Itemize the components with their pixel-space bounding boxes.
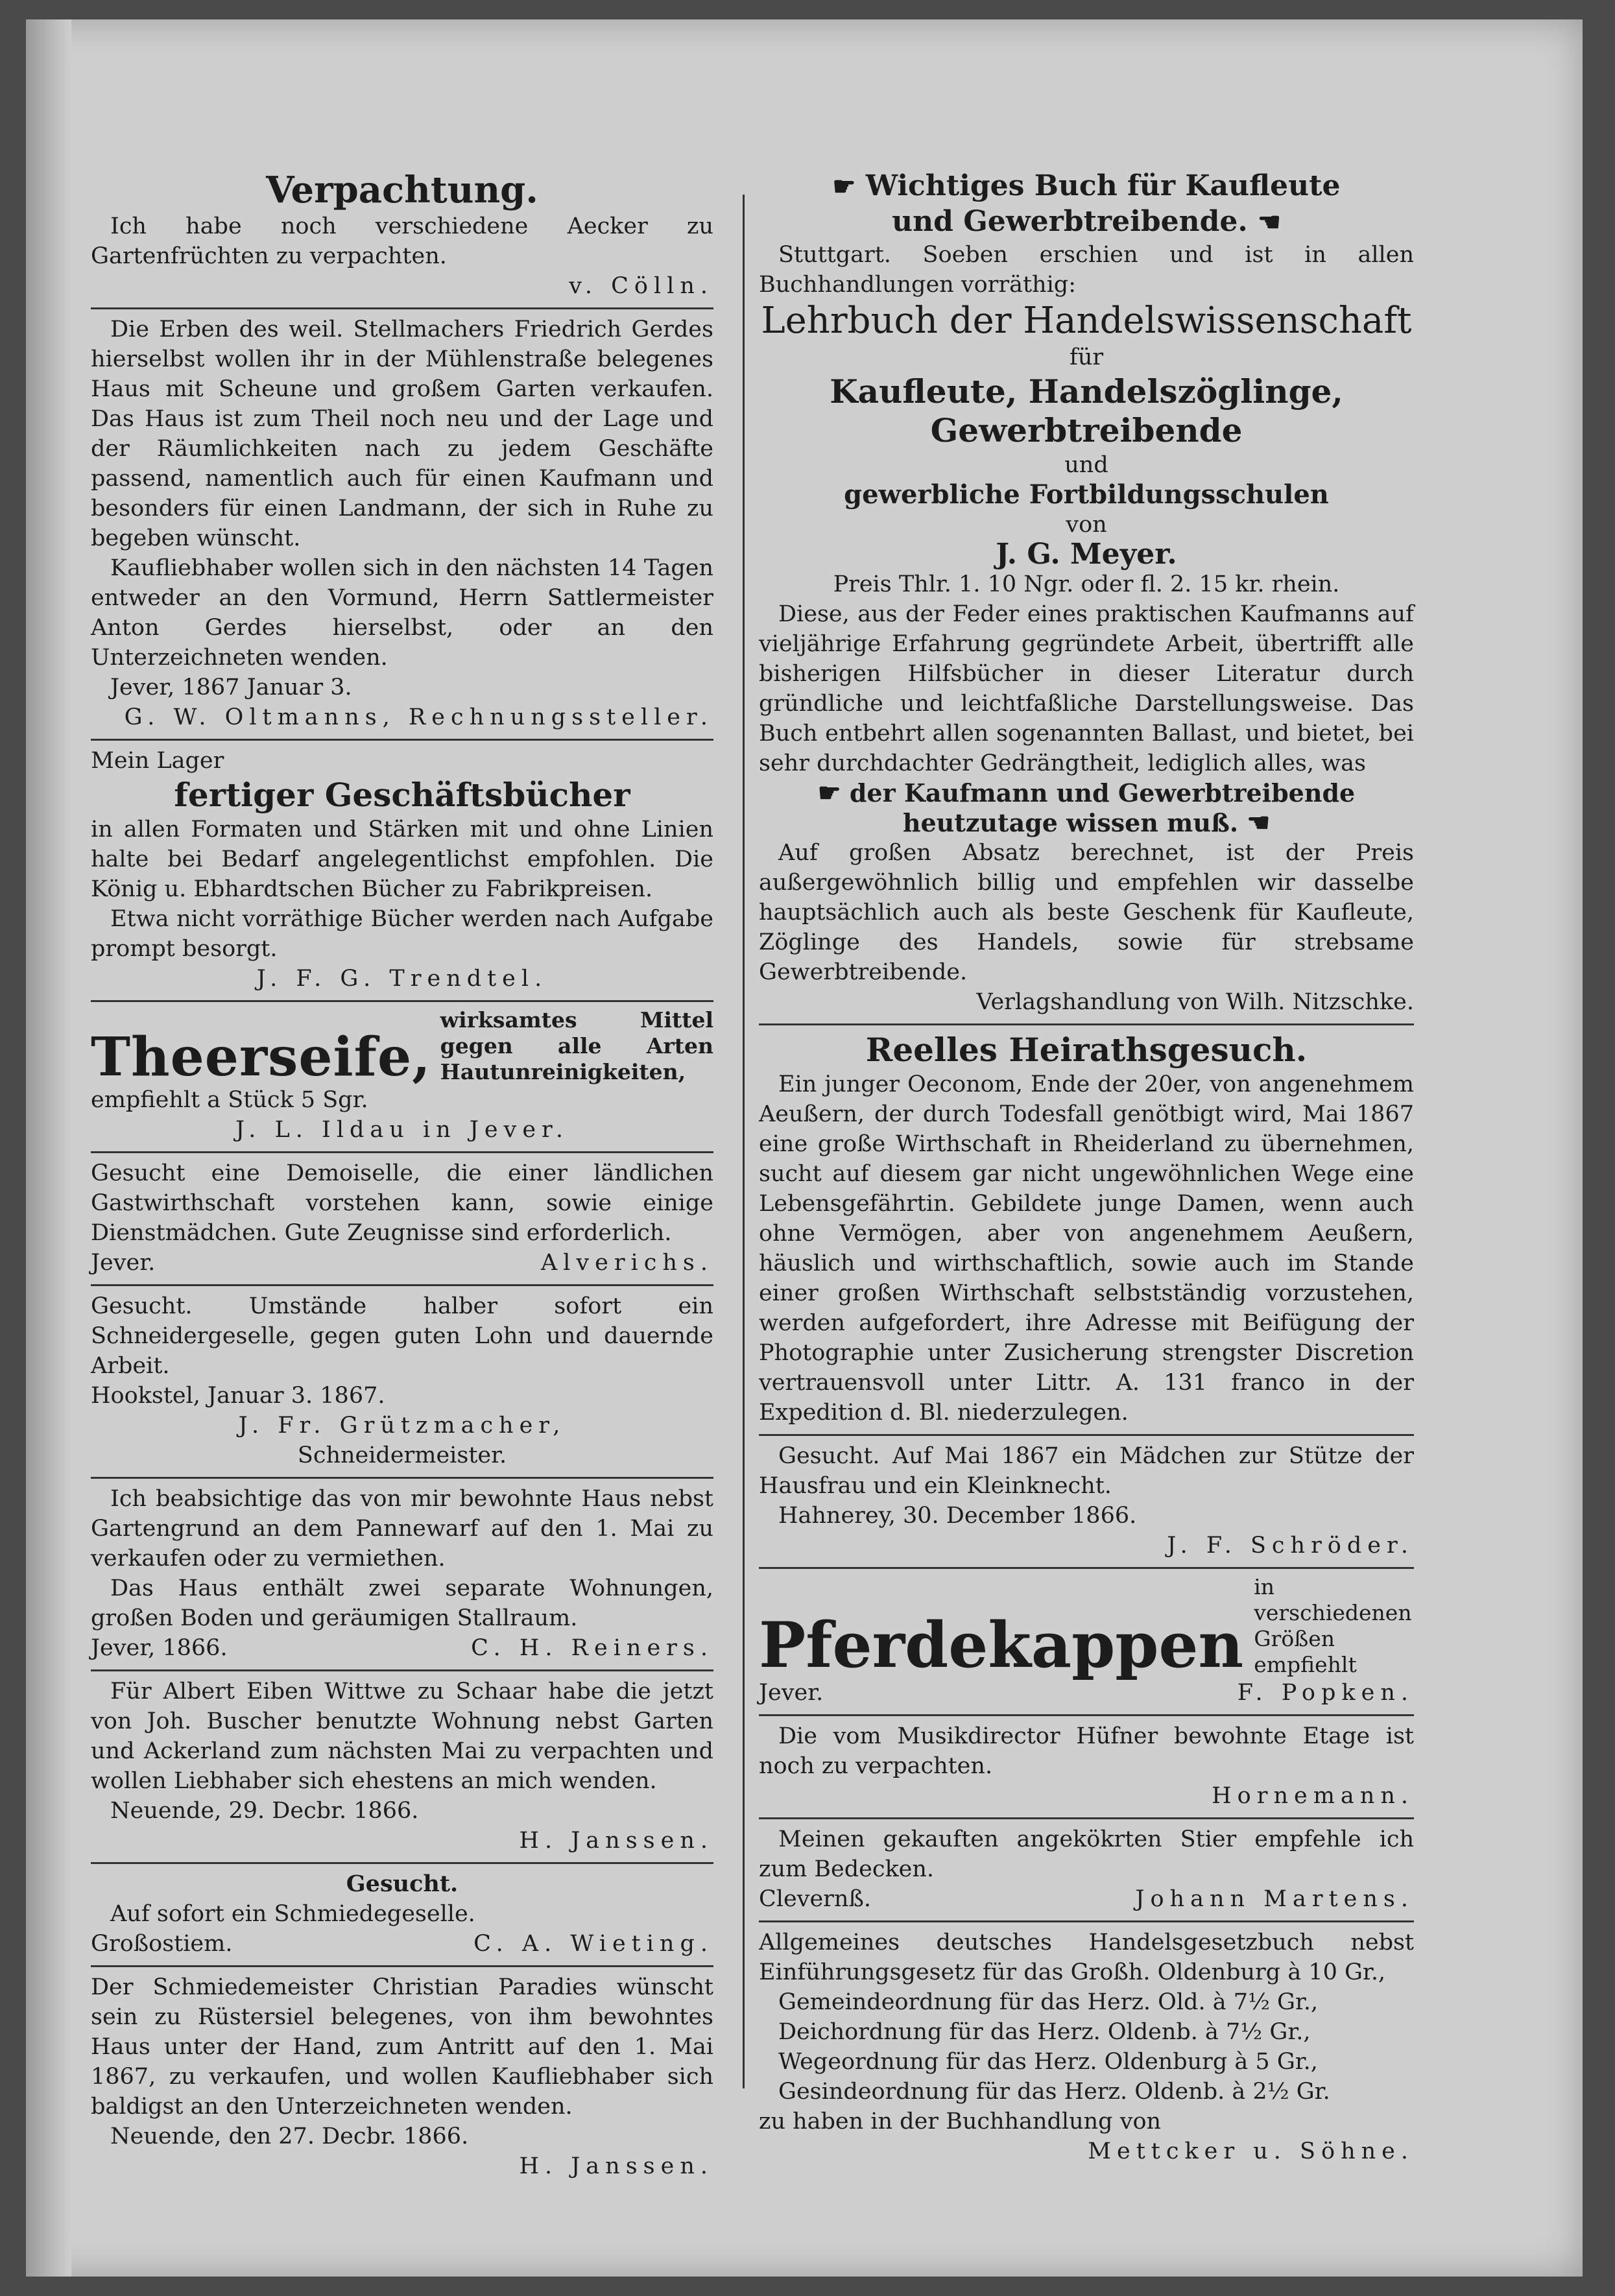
ad-signature: J. F. Schröder.: [1167, 1533, 1414, 1559]
ad-signature: J. F. G. Trendtel.: [256, 966, 548, 992]
ad-etage: [759, 1721, 1414, 1811]
book-title: Lehrbuch der Handelswissenschaft: [761, 300, 1412, 342]
pointing-hand-icon: ☚: [1257, 207, 1281, 237]
ad-signature: Alverichs.: [540, 1250, 713, 1276]
ad-text: Die vom Musikdirector Hüfner bewohnte Etage ist noch zu verpachten.: [759, 1723, 1414, 1779]
left-column: [91, 169, 713, 2181]
book-schools: gewerbliche Fortbildungsschulen: [844, 479, 1329, 510]
rule: [91, 1965, 713, 1967]
ad-signature: Mettcker u. Söhne.: [1088, 2138, 1414, 2164]
ad-text: Gesucht. Umstände halber sofort ein Schneidergeselle, gegen guten Lohn und dauernde Arbeit.: [91, 1293, 713, 1379]
ad-place: Großostiem.: [91, 1931, 233, 1957]
book-author: J. G. Meyer.: [996, 538, 1177, 571]
rule: [759, 1817, 1414, 1819]
column-divider: [743, 195, 745, 2088]
ad-intro: Mein Lager: [91, 748, 224, 774]
book-audience: Kaufleute, Handelszöglinge, Gewerbtreibende: [830, 372, 1343, 449]
book-fuer: für: [1069, 344, 1104, 370]
ad-text: Ein junger Oeconom, Ende der 20er, von angenehmem Aeußern, der durch Todesfall genötbigt wird, Mai 1867 eine große Wirthschaft in Rheiderland zu übernehmen, sucht auf diesem gar nicht ungewöhnlichen Wege eine Lebensgefährtin. Gebildete junge Damen, wenn auch ohne Vermögen, aber von angenehmem Aeußern, häuslich und wirthschaftlich, sowie auch im Stande einer großen Wirthschaft selbstständig vorzustehen, werden aufgefordert, ihre Adresse mit Beifügung der Photographie unter Zusicherung strengster Discretion vertrauensvoll unter Littr. A. 131 franco in der Expedition d. Bl. niederzulegen.: [759, 1071, 1414, 1426]
ad-signature: J. L. Ildau in Jever.: [235, 1117, 569, 1143]
ad-side-text: wirksamtes Mittel gegen alle Arten Hautunreinigkeiten,: [440, 1007, 713, 1084]
rule: [759, 1023, 1414, 1025]
ad-text: Auf sofort ein Schmiedegeselle.: [110, 1901, 475, 1927]
ad-text: Ich habe noch verschiedene Aecker zu Gartenfrüchten zu verpachten.: [91, 213, 713, 269]
ad-text: in allen Formaten und Stärken mit und ohne Linien halte bei Bedarf angelegentlichst empfohlen. Die König u. Ebhardtschen Bücher zu Fabrikpreisen.: [91, 817, 713, 902]
ad-stier: [759, 1824, 1414, 1914]
rule: [91, 1000, 713, 1002]
rule: [91, 1669, 713, 1671]
ad-text: Ich beabsichtige das von mir bewohnte Haus nebst Gartengrund an dem Pannewarf auf den 1. Mai zu verkaufen oder zu vermiethen.: [91, 1486, 713, 1572]
ad-text: empfiehlt a Stück 5 Sgr.: [91, 1087, 368, 1113]
ad-text: Meinen gekauften angekökrten Stier empfehle ich zum Bedecken.: [759, 1826, 1414, 1882]
binding-edge: [26, 19, 71, 2277]
rule: [91, 1477, 713, 1479]
ad-line: Deichordnung für das Herz. Oldenb. à 7½ Gr.,: [778, 2019, 1311, 2045]
rule: [91, 1284, 713, 1286]
ad-title: Gesucht.: [346, 1871, 459, 1897]
ad-date: Jever, 1867 Januar 3.: [110, 675, 352, 700]
ad-line: Allgemeines deutsches Handelsgesetzbuch nebst Einführungsgesetz für das Großh. Oldenburg à 10 Gr.,: [759, 1930, 1414, 1985]
ad-place: Jever.: [759, 1680, 824, 1706]
ad-signature: Verlagshandlung von Wilh. Nitzschke.: [976, 989, 1414, 1015]
ad-text: Die Erben des weil. Stellmachers Friedrich Gerdes hierselbst wollen ihr in der Mühlenstraße belegenes Haus mit Scheune und großem Garten verkaufen. Das Haus ist zum Theil noch neu und der Lage und der Räumlichkeiten nach zu jedem Geschäfte passend, namentlich auch für einen Kaufmann und besonders für einen Landmann, der sich in Ruhe zu begeben wünscht.: [91, 317, 713, 551]
ad-signature: J. Fr. Grützmacher,: [238, 1413, 566, 1439]
ad-place: Jever.: [91, 1250, 156, 1276]
ad-signature: Hornemann.: [1212, 1783, 1414, 1809]
ad-paradies: [91, 1972, 713, 2181]
ad-title: Theerseife,: [91, 1026, 431, 1088]
ad-title-2: und Gewerbtreibende.: [892, 205, 1248, 238]
pointing-hand-icon: ☚: [1247, 807, 1271, 838]
book-und: und: [1064, 452, 1108, 478]
ad-signature: F. Popken.: [1237, 1680, 1414, 1706]
ad-text: Diese, aus der Feder eines praktischen Kaufmanns auf vieljährige Erfahrung gegründete Arbeit, übertrifft alle bisherigen Hilfsbücher in dieser Literatur durch gründliche und leichtfaßliche Darstellungsweise. Das Buch entbehrt allen sogenannten Ballast, und bietet, bei sehr durchdachter Gedrängtheit, lediglich alles, was: [759, 601, 1414, 776]
ad-schneider: [91, 1291, 713, 1470]
ad-lehrbuch: [759, 169, 1414, 1017]
rule: [759, 1714, 1414, 1716]
right-column: [759, 169, 1414, 2166]
ad-haus: [91, 1484, 713, 1663]
rule: [91, 739, 713, 741]
ad-theerseife: [91, 1007, 713, 1145]
rule: [91, 1151, 713, 1153]
book-von: von: [1066, 512, 1107, 538]
ad-emphasis: der Kaufmann und Gewerbtreibende heutzutage wissen muß.: [849, 778, 1356, 837]
ad-text-2: Kaufliebhaber wollen sich in den nächsten 14 Tagen entweder an den Vormund, Herrn Sattlermeister Anton Gerdes hierselbst, oder an den Unterzeichneten wenden.: [91, 555, 713, 671]
rule: [91, 1862, 713, 1864]
ad-role: Schneidermeister.: [297, 1442, 507, 1468]
ad-intro: Stuttgart. Soeben erschien und ist in allen Buchhandlungen vorräthig:: [759, 242, 1414, 298]
pointing-hand-icon: ☛: [817, 778, 841, 808]
ad-text-2: Auf großen Absatz berechnet, ist der Preis außergewöhnlich billig und empfehlen wir dasselbe hauptsächlich auch als beste Geschenk für Kaufleute, Zöglinge des Handels, sowie für strebsame Gewerbtreibende.: [759, 840, 1414, 985]
ad-title: Pferdekappen: [759, 1608, 1244, 1682]
ad-line: Gemeindeordnung für das Herz. Old. à 7½ Gr.,: [778, 1989, 1319, 2015]
ad-text-2: Das Haus enthält zwei separate Wohnungen, großen Boden und geräumigen Stallraum.: [91, 1575, 713, 1631]
ad-schmied: [91, 1869, 713, 1959]
ad-title: Reelles Heirathsgesuch.: [865, 1031, 1308, 1069]
ad-signature: C. H. Reiners.: [471, 1635, 713, 1661]
ad-heirath: [759, 1031, 1414, 1428]
ad-signature: C. A. Wieting.: [473, 1931, 713, 1957]
ad-side-text: in verschiedenen Größen empfiehlt: [1254, 1574, 1412, 1677]
ad-date: Neuende, den 27. Decbr. 1866.: [110, 2123, 469, 2149]
ad-title: Verpachtung.: [266, 169, 538, 211]
ad-date: Hookstel, Januar 3. 1867.: [91, 1383, 385, 1409]
pointing-hand-icon: ☛: [832, 171, 856, 202]
ad-text: Gesucht. Auf Mai 1867 ein Mädchen zur Stütze der Hausfrau und ein Kleinknecht.: [759, 1443, 1414, 1499]
ad-signature: G. W. Oltmanns, Rechnungssteller.: [124, 704, 713, 730]
ad-eiben: [91, 1677, 713, 1856]
ad-erben: [91, 315, 713, 732]
ad-text: Der Schmiedemeister Christian Paradies wünscht sein zu Rüstersiel belegenes, von ihm bewohntes Haus unter der Hand, zum Antritt auf den 1. Mai 1867, zu verkaufen, und wollen Kaufliebhaber sich baldigst an den Unterzeichneten wenden.: [91, 1974, 713, 2120]
ad-signature: Johann Martens.: [1135, 1886, 1414, 1912]
ad-gesetzbuch: [759, 1928, 1414, 2166]
ad-text: Für Albert Eiben Wittwe zu Schaar habe die jetzt von Joh. Buscher benutzte Wohnung nebst Garten und Ackerland zum nächsten Mai zu verpachten und wollen Liebhaber sich ehestens an mich wenden.: [91, 1679, 713, 1794]
ad-title: Wichtiges Buch für Kaufleute: [865, 169, 1341, 202]
ad-text-2: Etwa nicht vorräthige Bücher werden nach Aufgabe prompt besorgt.: [91, 906, 713, 962]
ad-date: Hahnerey, 30. December 1866.: [778, 1503, 1137, 1529]
ad-line: Wegeordnung für das Herz. Oldenburg à 5 Gr.,: [778, 2049, 1318, 2075]
ad-title: fertiger Geschäftsbücher: [174, 776, 630, 814]
ad-signature: H. Janssen.: [519, 1828, 713, 1854]
ad-date: Jever, 1866.: [91, 1635, 228, 1661]
ad-demoiselle: [91, 1158, 713, 1278]
ad-place: Clevernß.: [759, 1886, 871, 1912]
ad-verpachtung: [91, 169, 713, 301]
ad-line: zu haben in der Buchhandlung von: [759, 2109, 1162, 2135]
ad-signature: H. Janssen.: [519, 2153, 713, 2179]
rule: [759, 1567, 1414, 1569]
book-price: Preis Thlr. 1. 10 Ngr. oder fl. 2. 15 kr. rhein.: [833, 571, 1340, 597]
ad-pferdekappen: [759, 1574, 1414, 1708]
ad-line: Gesindeordnung für das Herz. Oldenb. à 2½ Gr.: [778, 2079, 1330, 2105]
rule: [91, 307, 713, 309]
rule: [759, 1920, 1414, 1922]
ad-date: Neuende, 29. Decbr. 1866.: [110, 1798, 419, 1824]
ad-signature: v. Cölln.: [569, 273, 713, 299]
ad-lager: [91, 746, 713, 994]
ad-text: Gesucht eine Demoiselle, die einer ländlichen Gastwirthschaft vorstehen kann, sowie einige Dienstmädchen. Gute Zeugnisse sind erforderlich.: [91, 1160, 713, 1246]
ad-maedchen: [759, 1441, 1414, 1561]
rule: [759, 1434, 1414, 1436]
